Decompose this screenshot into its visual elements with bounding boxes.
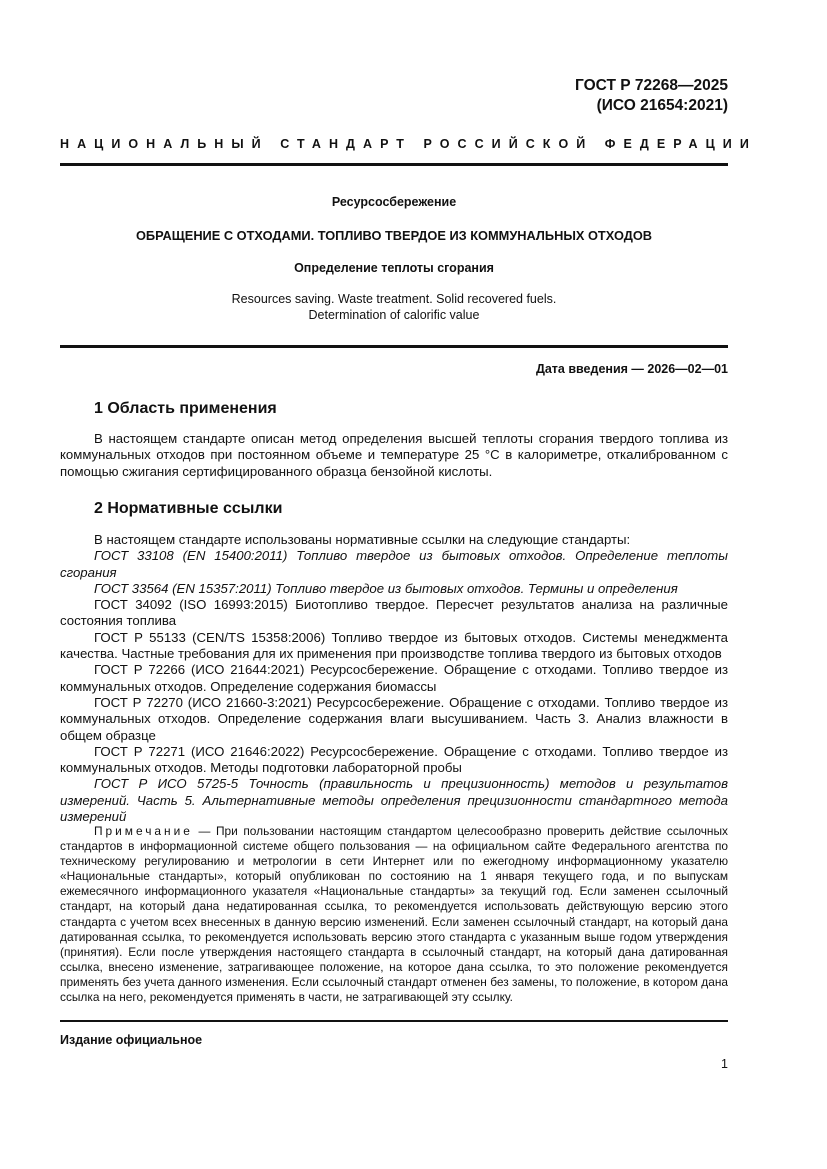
reference-item: ГОСТ 33108 (EN 15400:2011) Топливо твердое из бытовых отходов. Определение теплоты сгорания: [60, 548, 728, 580]
title-main: ОБРАЩЕНИЕ С ОТХОДАМИ. ТОПЛИВО ТВЕРДОЕ ИЗ КОММУНАЛЬНЫХ ОТХОДОВ: [135, 228, 653, 243]
title-subject: Определение теплоты сгорания: [294, 261, 494, 275]
section-1-heading: 1 Область применения: [94, 400, 277, 417]
note-paragraph: [60, 824, 728, 1005]
national-standard-banner: НАЦИОНАЛЬНЫЙ СТАНДАРТ РОССИЙСКОЙ ФЕДЕРАЦИИ: [60, 137, 757, 151]
bottom-divider: [60, 1020, 728, 1022]
note-label: Примечание: [94, 824, 193, 838]
section-1-paragraph: В настоящем стандарте описан метод определения высшей теплоты сгорания твердого топлива из коммунальных отходов при постоянном объеме и температуре 25 °C в калориметре, откалиброванном с помощью сжигания сертифицированного образца бензойной кислоты.: [60, 431, 728, 479]
official-edition-label: Издание официальное: [60, 1033, 203, 1047]
reference-item: ГОСТ Р 55133 (CEN/TS 15358:2006) Топливо твердое из бытовых отходов. Системы менеджмента качества. Частные требования для их применения при производстве топлива твердого из бытовых отходов: [60, 629, 728, 662]
title-category: Ресурсосбережение: [331, 195, 457, 209]
document-number-iso: (ИСО 21654:2021): [596, 97, 728, 114]
title-english-line1: Resources saving. Waste treatment. Solid recovered fuels.: [231, 292, 557, 306]
reference-item: ГОСТ 33564 (EN 15357:2011) Топливо твердое из бытовых отходов. Термины и определения: [94, 580, 678, 596]
section-1-body: [60, 431, 728, 480]
document-number: [575, 76, 728, 116]
note-text: — При пользовании настоящим стандартом целесообразно проверить действие ссылочных стандартов в информационной системе общего пользования — на официальном сайте Федерального агентства по техническому регулированию и метрологии в сети Интернет или по ежегодному информационному указателю «Национальные стандарты», который опубликован по состоянию на 1 января текущего года, и по выпускам ежемесячного информационного указателя «Национальные стандарты» за текущий год. Если заменен ссылочный стандарт, на который дана недатированная ссылка, то рекомендуется использовать действующую версию этого стандарта с учетом всех внесенных в данную версию изменений. Если заменен ссылочный стандарт, на который дана датированная ссылка, то рекомендуется использовать версию этого стандарта с указанным выше годом утверждения (принятия). Если после утверждения настоящего стандарта в ссылочный стандарт, на который дана датированная ссылка, внесено изменение, затрагивающее положение, на которое дана ссылка, то это положение рекомендуется применять без учета данного изменения. Если ссылочный стандарт отменен без замены, то положение, в котором дана ссылка на него, рекомендуется применять в части, не затрагивающей эту ссылку.: [60, 824, 728, 1005]
reference-item: ГОСТ Р 72271 (ИСО 21646:2022) Ресурсосбережение. Обращение с отходами. Топливо твердое из коммунальных отходов. Методы подготовки лабораторной пробы: [60, 743, 728, 776]
reference-item: ГОСТ Р 72270 (ИСО 21660-3:2021) Ресурсосбережение. Обращение с отходами. Топливо твердое из коммунальных отходов. Определение содержания влаги высушиванием. Часть 3. Анализ влажности в общем образце: [60, 694, 728, 743]
reference-item: ГОСТ 34092 (ISO 16993:2015) Биотопливо твердое. Пересчет результатов анализа на различные состояния топлива: [60, 597, 728, 629]
top-divider: [60, 163, 728, 166]
page-number: 1: [721, 1057, 728, 1071]
section-2-heading: 2 Нормативные ссылки: [94, 500, 283, 517]
title-english: [60, 291, 728, 323]
middle-divider: [60, 345, 728, 348]
introduction-date: Дата введения — 2026—02—01: [535, 362, 728, 376]
reference-item: ГОСТ Р 72266 (ИСО 21644:2021) Ресурсосбережение. Обращение с отходами. Топливо твердое из коммунальных отходов. Определение содержания биомассы: [60, 662, 728, 694]
reference-item: ГОСТ Р ИСО 5725-5 Точность (правильность и прецизионность) методов и результатов измерений. Часть 5. Альтернативные методы определения прецизионности стандартного метода измерений: [60, 776, 728, 825]
document-number-gost: ГОСТ Р 72268—2025: [575, 77, 728, 94]
title-english-line2: Determination of calorific value: [308, 308, 480, 322]
section-2-body: [60, 532, 728, 825]
section-2-intro: В настоящем стандарте использованы нормативные ссылки на следующие стандарты:: [94, 532, 631, 547]
